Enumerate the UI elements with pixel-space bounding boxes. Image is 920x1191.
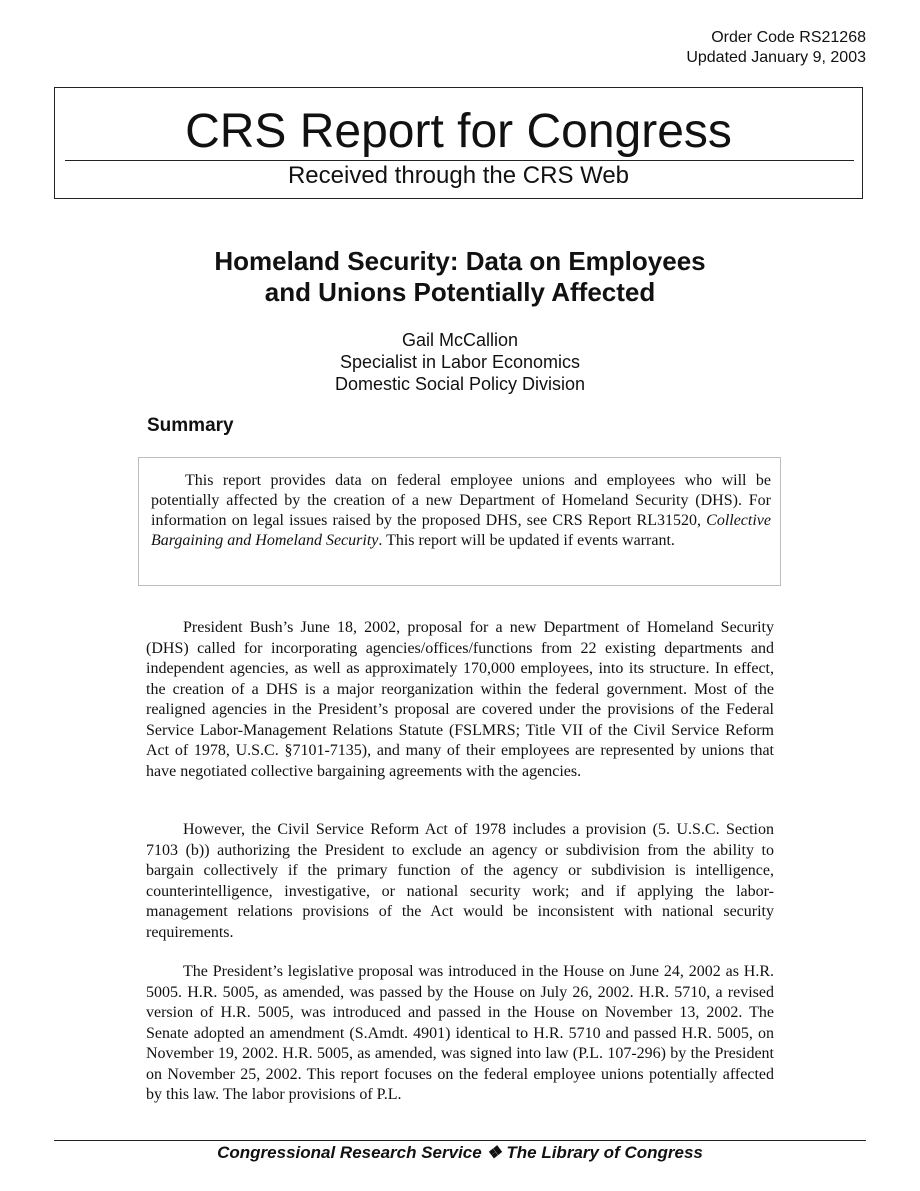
summary-heading: Summary xyxy=(147,415,234,436)
report-header-box xyxy=(54,87,863,199)
body-paragraph-1-text: President Bush’s June 18, 2002, proposal for a new Department of Homeland Security (DHS) called for incorporating agencies/offices/functions from 22 existing departments and independent agencies, as well as approximately 170,000 employees, into its structure. In effect, the creation of a DHS is a major reorganization within the federal government. Most of the realigned agencies in the President’s proposal are covered under the provisions of the Federal Service Labor-Management Relations Statute (FSLMRS; Title VII of the Civil Service Reform Act of 1978, U.S.C. §7101-7135), and many of their employees are represented by unions that have negotiated collective bargaining agreements with the agencies. xyxy=(146,619,774,780)
report-header-subtitle: Received through the CRS Web xyxy=(287,162,630,189)
footer-text: Congressional Research Service ❖ The Library of Congress xyxy=(217,1143,703,1162)
header-divider xyxy=(65,160,854,161)
footer-divider xyxy=(54,1140,866,1141)
order-code: Order Code RS21268 xyxy=(711,29,866,46)
author-block xyxy=(0,329,920,395)
updated-date: Updated January 9, 2003 xyxy=(686,49,866,66)
summary-text-part-1: This report provides data on federal employee unions and employees who will be potentially affected by the creation of a new Department of Homeland Security (DHS). For information on legal issues raised by the proposed DHS, see CRS Report RL31520, xyxy=(151,472,771,529)
document-title xyxy=(0,246,920,308)
order-meta xyxy=(686,28,866,68)
body-paragraph xyxy=(146,820,774,943)
author-title: Specialist in Labor Economics xyxy=(339,352,581,372)
document-title-line-1: Homeland Security: Data on Employees xyxy=(214,246,706,276)
summary-box xyxy=(138,457,781,586)
document-title-line-2: and Unions Potentially Affected xyxy=(264,277,656,307)
body-paragraph xyxy=(146,618,774,782)
author-division: Domestic Social Policy Division xyxy=(334,374,586,394)
body-paragraph-3-text: The President’s legislative proposal was introduced in the House on June 24, 2002 as H.R. 5005. H.R. 5005, as amended, was passed by the House on July 26, 2002. H.R. 5710, a revised version of H.R. 5005, was introduced and passed in the House on November 13, 2002. The Senate adopted an amendment (S.Amdt. 4901) identical to H.R. 5710 and passed H.R. 5005, on November 19, 2002. H.R. 5005, as amended, was signed into law (P.L. 107-296) by the President on November 25, 2002. This report focuses on the federal employee unions potentially affected by this law. The labor provisions of P.L. xyxy=(146,963,774,1103)
body-paragraph xyxy=(146,962,774,1106)
body-paragraph-2-text: However, the Civil Service Reform Act of 1978 includes a provision (5. U.S.C. Section 7103 (b)) authorizing the President to exclude an agency or subdivision from the ability to bargain collectively if the primary function of the agency or subdivision is intelligence, counterintelligence, investigative, or national security work; and if applying the labor-management relations provisions of the Act would be inconsistent with national security requirements. xyxy=(146,821,774,941)
author-name: Gail McCallion xyxy=(401,330,519,350)
summary-report-title: Collective Bargaining and Homeland Security xyxy=(151,512,771,549)
summary-text-part-2: . This report will be updated if events warrant. xyxy=(378,532,675,549)
summary-text xyxy=(151,471,771,551)
report-header-title: CRS Report for Congress xyxy=(185,105,732,158)
